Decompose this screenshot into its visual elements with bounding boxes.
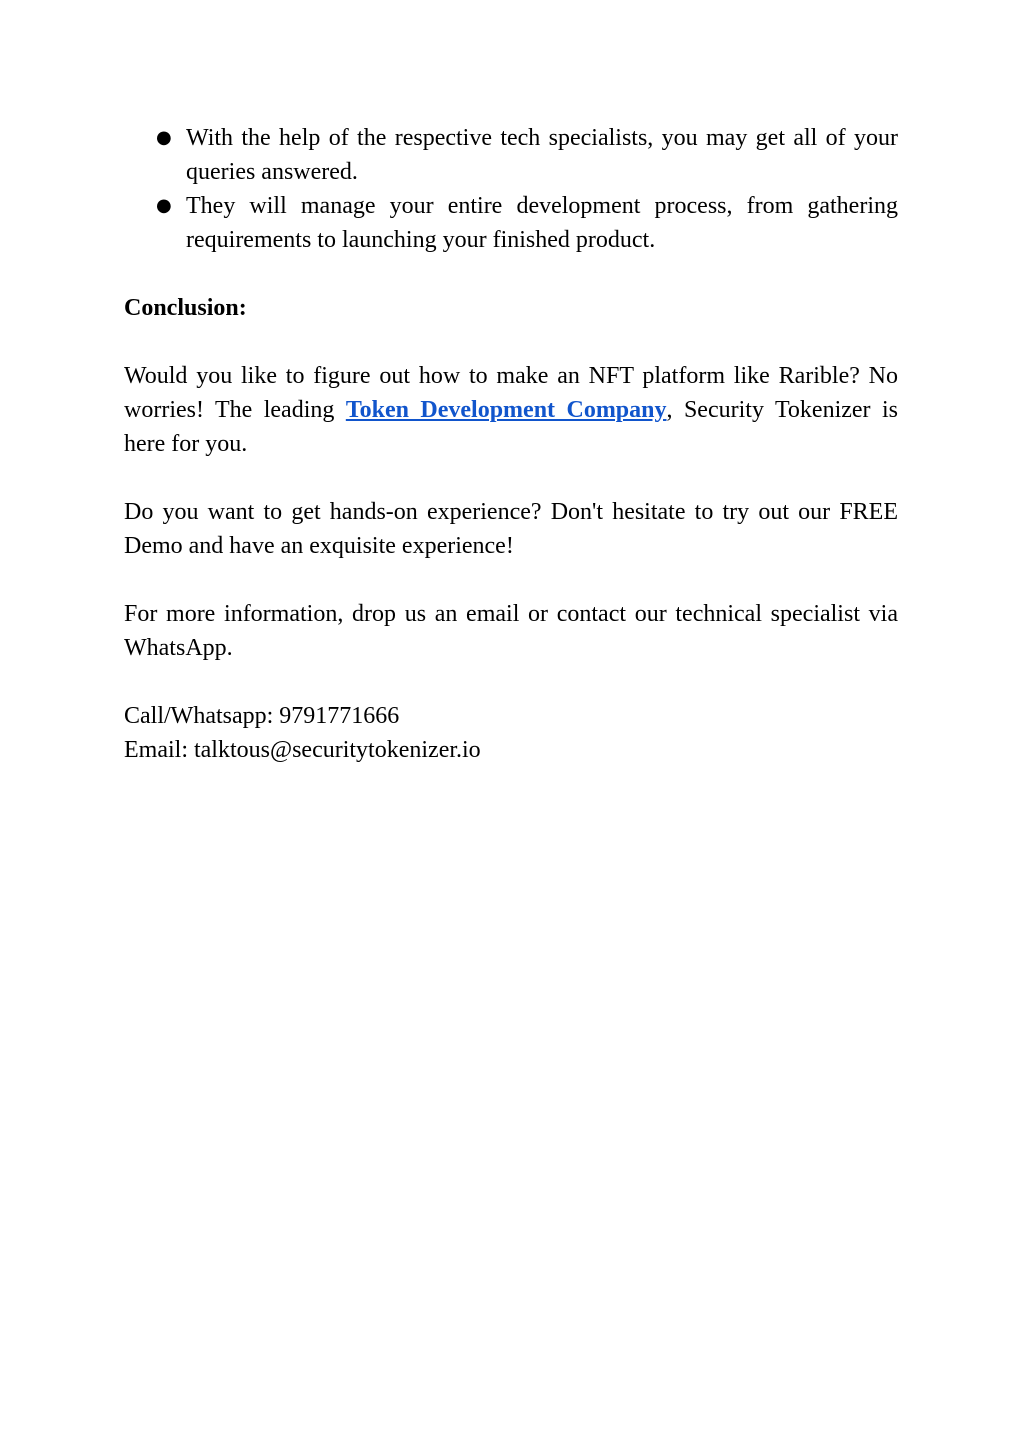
- demo-paragraph: Do you want to get hands-on experience? Don't hesitate to try out our FREE Demo and have an exquisite experience!: [124, 499, 898, 559]
- contact-info-paragraph: For more information, drop us an email or contact our technical specialist via WhatsApp.: [124, 601, 898, 661]
- phone-line: Call/Whatsapp: 9791771666: [124, 703, 400, 729]
- bullet-icon: ●: [156, 127, 172, 148]
- bullet-icon: ●: [156, 195, 172, 216]
- conclusion-heading: Conclusion:: [124, 295, 247, 321]
- conclusion-paragraph: [124, 359, 898, 461]
- bullet-text: With the help of the respective tech specialists, you may get all of your queries answered.: [186, 125, 898, 185]
- document-page: [124, 121, 898, 767]
- list-item: [156, 189, 898, 257]
- token-development-company-link[interactable]: Token Development Company: [345, 397, 667, 423]
- paragraph-text: , Security Tokenizer is here for you.: [124, 397, 898, 457]
- paragraph-text: Would you like to figure out how to make an NFT platform like Rarible? No worries! The leading: [124, 363, 898, 423]
- list-item: [156, 121, 898, 189]
- bullet-text: They will manage your entire development process, from gathering requirements to launching your finished product.: [186, 193, 898, 253]
- email-line: Email: talktous@securitytokenizer.io: [124, 737, 481, 763]
- bullet-list: [124, 121, 898, 257]
